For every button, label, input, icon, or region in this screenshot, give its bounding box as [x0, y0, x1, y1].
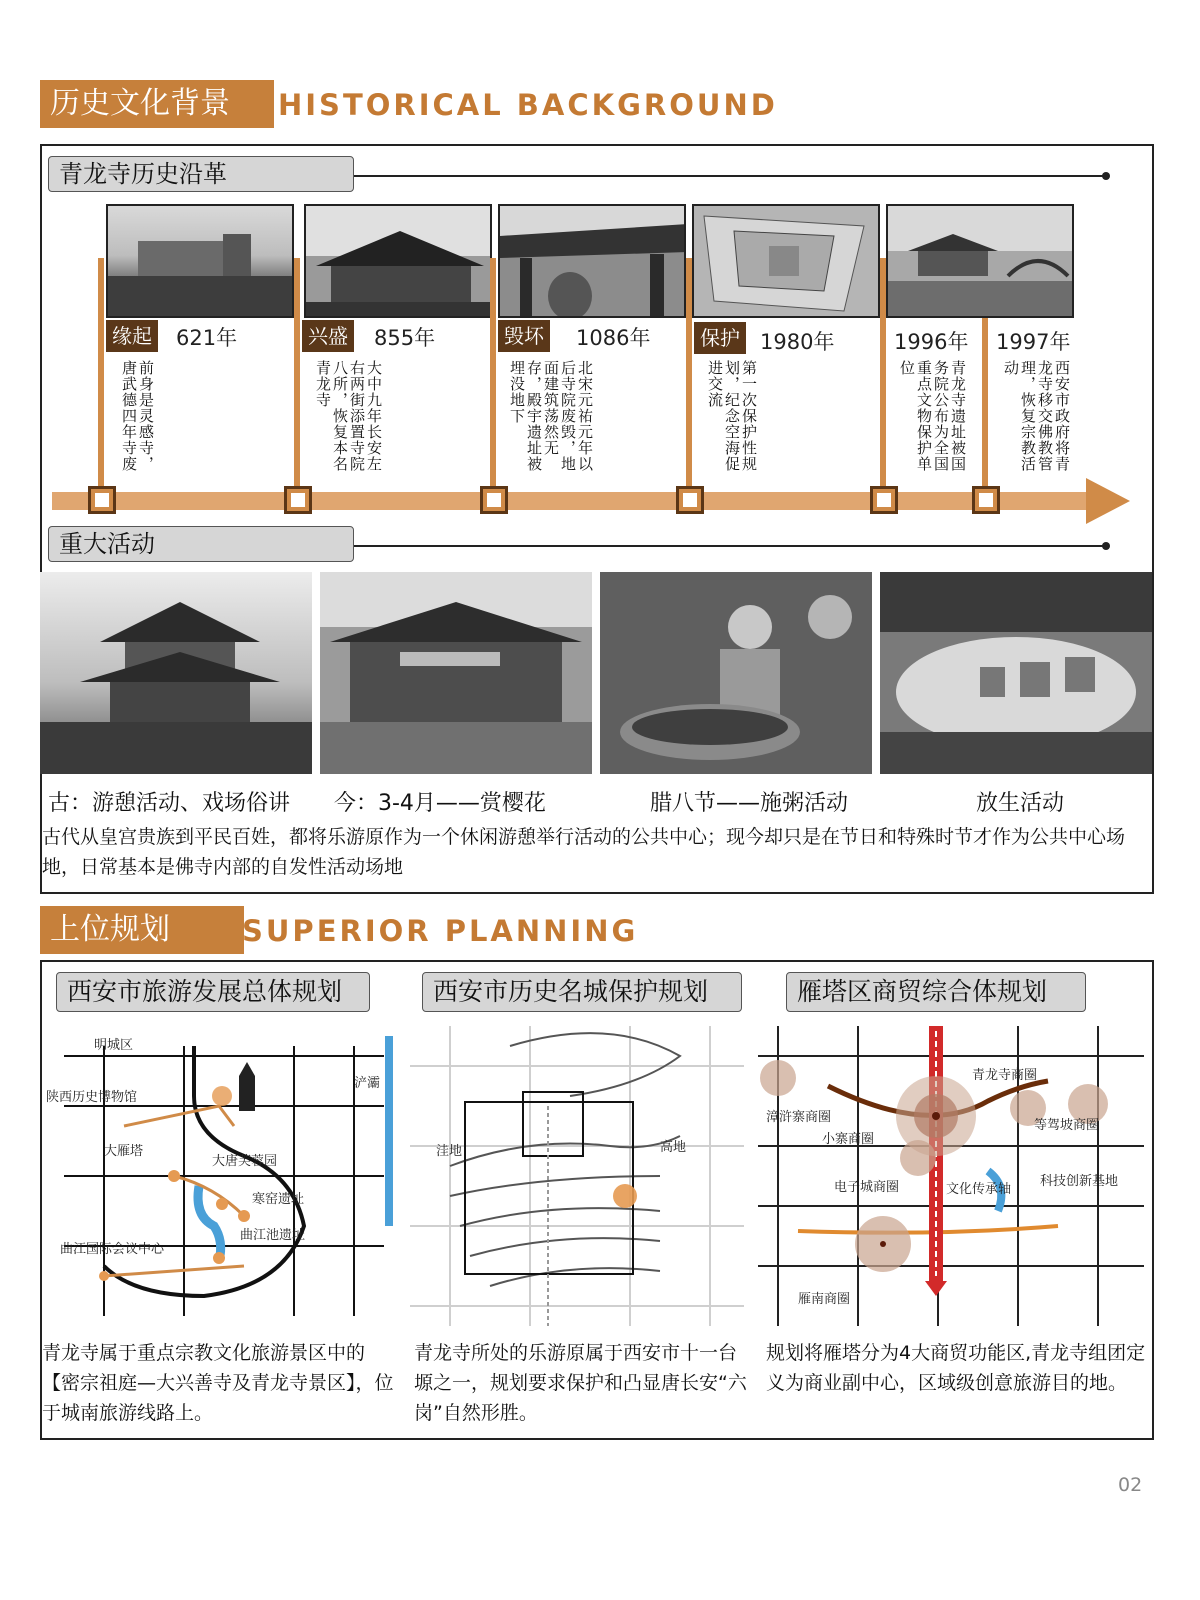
- activity-label-2: 今：3-4月——赏樱花: [334, 791, 546, 816]
- timeline-year-3: 1086年: [576, 326, 651, 350]
- timeline-desc-3: 北宋元祐元年以后寺院废毁，地面建筑荡然无存，殿宇遗址被埋没地下: [508, 360, 594, 472]
- timeline-vline-3: [490, 258, 496, 498]
- activity-photo-sakura: [320, 572, 592, 774]
- timeline-vline-1: [98, 258, 104, 498]
- activity-photo-porridge: [600, 572, 872, 774]
- map-label-conference-center: 曲江国际会议中心: [60, 1242, 165, 1257]
- timeline-stage-3: 毁坏: [498, 320, 550, 352]
- activity-label-4: 放生活动: [976, 791, 1065, 816]
- timeline-marker-5: [870, 486, 898, 514]
- map-label-zhanghuzhai: 漳浒寨商圈: [766, 1110, 832, 1125]
- timeline-year-2: 855年: [374, 326, 436, 350]
- section-title-planning-cn: 上位规划: [40, 906, 244, 954]
- map-label-tang-paradise: 大唐芙蓉园: [212, 1154, 278, 1169]
- timeline-stage-1: 缘起: [106, 320, 158, 352]
- timeline-vline-4: [686, 258, 692, 498]
- map-label-yannan: 雁南商圈: [798, 1292, 851, 1307]
- plan-text-historic-city: 青龙寺所处的乐游原属于西安市十一台塬之一，规划要求保护和凸显唐长安“六岗”自然形胜。: [414, 1342, 747, 1424]
- plan-text-commercial: 规划将雁塔分为4大商贸功能区,青龙寺组团定义为商业副中心，区域级创意旅游目的地。: [766, 1342, 1146, 1394]
- timeline-vline-5: [880, 258, 886, 498]
- activity-label-1: 古：游憩活动、戏场俗讲: [48, 791, 291, 816]
- timeline-photo-4: [692, 204, 880, 318]
- tab-commercial-plan: 雁塔区商贸综合体规划: [786, 972, 1086, 1012]
- timeline-desc-5: 青龙寺遗址被国务院公布为全国重点文物保护单位: [898, 360, 967, 472]
- map-historic-city: [410, 1026, 744, 1326]
- tab-tourism-plan: 西安市旅游发展总体规划: [56, 972, 370, 1012]
- plan-text-tourism: 青龙寺属于重点宗教文化旅游景区中的【密宗祖庭—大兴善寺及青龙寺景区】，位于城南旅游线路上。: [42, 1342, 394, 1424]
- timeline-desc-1: 前身是灵感寺，唐武德四年寺废: [120, 360, 155, 472]
- tab-line-2: [354, 545, 1106, 547]
- map-label-big-goose-pagoda: 大雁塔: [104, 1144, 144, 1159]
- timeline-year-6: 1997年: [996, 330, 1071, 354]
- map-tourism-roads: [44, 1026, 398, 1326]
- map-label-culture-axis: 文化传承轴: [946, 1182, 1012, 1197]
- timeline-photo-1: [106, 204, 294, 318]
- map-commercial: [758, 1026, 1144, 1326]
- timeline-photo-3: [498, 204, 686, 318]
- map-label-lowland: 洼地: [436, 1144, 463, 1159]
- map-label-xiaozhai: 小寨商圈: [822, 1132, 875, 1147]
- timeline-marker-6: [972, 486, 1000, 514]
- tab-history-evolution: 青龙寺历史沿革: [48, 156, 354, 192]
- activity-photo-release: [880, 572, 1152, 774]
- timeline-stage-4: 保护: [694, 322, 746, 354]
- timeline-marker-2: [284, 486, 312, 514]
- page-number: 02: [1118, 1474, 1143, 1496]
- map-label-qinglong-circle: 青龙寺商圈: [972, 1068, 1038, 1083]
- map-label-ming-city: 明城区: [94, 1038, 134, 1053]
- map-label-qujiang-pool: 曲江池遗址: [240, 1228, 306, 1243]
- timeline-arrow-head: [1086, 478, 1130, 524]
- timeline-stage-2: 兴盛: [302, 320, 354, 352]
- tab-line-dot-2: [1102, 542, 1110, 550]
- timeline-vline-6: [982, 318, 988, 498]
- section-title-planning-en: SUPERIOR PLANNING: [242, 914, 639, 948]
- map-tourism: [44, 1026, 398, 1326]
- map-historic-roads: [410, 1026, 744, 1326]
- timeline-arrow-shaft: [52, 492, 1102, 510]
- tab-major-activities: 重大活动: [48, 526, 354, 562]
- timeline-year-4: 1980年: [760, 330, 835, 354]
- timeline-marker-3: [480, 486, 508, 514]
- map-label-highland: 高地: [660, 1140, 687, 1155]
- section-title-historical-cn: 历史文化背景: [40, 80, 274, 128]
- timeline-desc-4: 第一次保护性规划，纪念空海促进交流: [706, 360, 758, 472]
- tab-line: [354, 175, 1106, 177]
- map-label-tech-base: 科技创新基地: [1040, 1174, 1119, 1189]
- timeline-photo-5: [886, 204, 1074, 318]
- timeline-year-1: 621年: [176, 326, 238, 350]
- section-title-historical-en: HISTORICAL BACKGROUND: [278, 88, 778, 122]
- activity-photo-pavilion: [40, 572, 312, 774]
- tab-line-dot: [1102, 172, 1110, 180]
- historical-paragraph: 古代从皇宫贵族到平民百姓，都将乐游原作为一个休闲游憩举行活动的公共中心；现今却只是在节日和特殊时节才作为公共中心场地，日常基本是佛寺内部的自发性活动场地: [42, 826, 1126, 878]
- timeline-desc-6: 西安市政府将青龙寺移交佛教管理，恢复宗教活动: [1002, 360, 1071, 472]
- map-label-museum: 陕西历史博物馆: [46, 1090, 138, 1105]
- tab-historic-city-plan: 西安市历史名城保护规划: [422, 972, 742, 1012]
- map-label-hanyao: 寒窑遗址: [252, 1192, 305, 1207]
- timeline-photo-2: [304, 204, 492, 318]
- activity-label-3: 腊八节——施粥活动: [650, 791, 849, 816]
- timeline-desc-2: 大中九年长安左右两街添置寺院八所，恢复本名青龙寺: [314, 360, 383, 472]
- timeline-marker-4: [676, 486, 704, 514]
- timeline-marker-1: [88, 486, 116, 514]
- map-label-dianzicheng: 电子城商圈: [834, 1180, 900, 1195]
- timeline-year-5: 1996年: [894, 330, 969, 354]
- map-label-dengjiapo: 等驾坡商圈: [1034, 1118, 1100, 1133]
- map-label-chanba: 浐灞: [354, 1076, 381, 1091]
- timeline-vline-2: [294, 258, 300, 498]
